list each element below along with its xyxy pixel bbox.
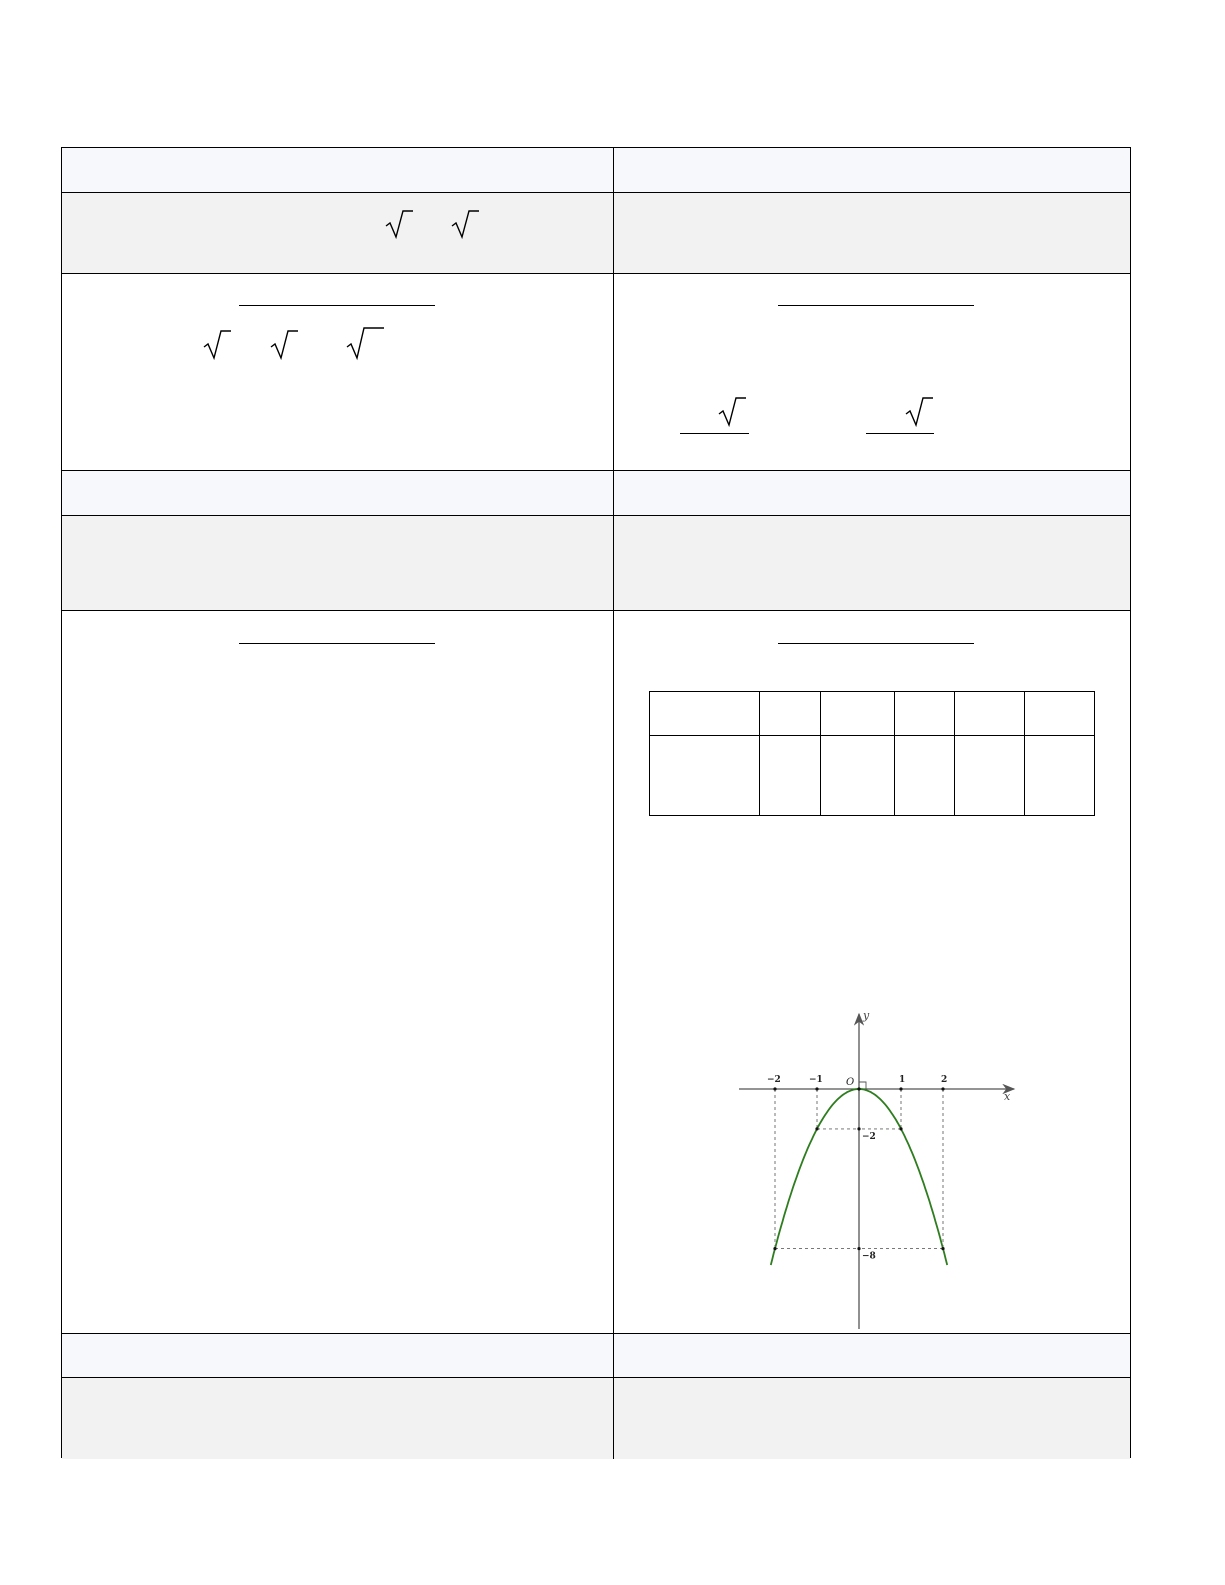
plot-point: [941, 1247, 944, 1250]
values-table-cell: [821, 692, 895, 736]
table-row: [62, 274, 1130, 471]
square-root-sign: [345, 326, 385, 361]
table-row: [62, 611, 1130, 1334]
values-table: [649, 691, 1095, 816]
table-row: [62, 1378, 1130, 1459]
square-root-sign: [904, 396, 934, 428]
section-heading-rule: [239, 643, 435, 644]
plot-point: [857, 1087, 860, 1090]
section-heading-rule: [778, 643, 974, 644]
table-cell: [62, 1334, 614, 1377]
values-table-cell: [1025, 736, 1095, 816]
values-table-cell: [895, 736, 955, 816]
tick-labels: [767, 1075, 947, 1262]
x-axis-label: x: [1004, 1090, 1011, 1103]
table-cell: [614, 516, 1130, 610]
values-table-cell: [821, 736, 895, 816]
table-cell: [614, 1378, 1130, 1459]
square-root-sign: [269, 329, 299, 361]
table-cell: [614, 148, 1130, 192]
section-heading-rule: [239, 305, 435, 306]
table-cell: [614, 193, 1130, 273]
square-root-sign: [202, 329, 232, 361]
plot-point: [941, 1087, 944, 1090]
table-row: [62, 148, 1130, 193]
y-axis-label: y: [863, 1011, 870, 1022]
plot-point: [773, 1247, 776, 1250]
table-cell: [614, 274, 1130, 470]
values-table-row-x: [650, 692, 1095, 736]
values-table-cell: [650, 692, 760, 736]
table-cell: [62, 1378, 614, 1459]
values-table-cell: [760, 692, 821, 736]
x-tick-label: −2: [767, 1075, 781, 1085]
plot-point: [899, 1127, 902, 1130]
layout-table: [61, 147, 1131, 1458]
plot-point: [773, 1087, 776, 1090]
table-cell: [62, 193, 614, 273]
table-row: [62, 193, 1130, 274]
origin-label: O: [846, 1077, 855, 1088]
section-heading-rule: [778, 305, 974, 306]
table-cell: [614, 471, 1130, 515]
fraction-bar: [866, 433, 934, 434]
table-cell: [62, 148, 614, 192]
values-table-row-y: [650, 736, 1095, 816]
values-table-cell: [955, 692, 1025, 736]
plot-point: [899, 1087, 902, 1090]
x-tick-label: 1: [899, 1075, 906, 1085]
values-table-cell: [650, 736, 760, 816]
table-row: [62, 516, 1130, 611]
parabola-graph: [724, 1011, 1034, 1331]
table-cell: [62, 471, 614, 515]
values-table-cell: [895, 692, 955, 736]
fraction-bar: [680, 433, 749, 434]
y-tick-label: −2: [862, 1131, 876, 1142]
plot-point: [857, 1127, 860, 1130]
x-tick-label: 2: [941, 1075, 948, 1085]
plot-point: [815, 1087, 818, 1090]
x-tick-label: −1: [809, 1075, 823, 1085]
values-table-cell: [1025, 692, 1095, 736]
values-table-cell: [955, 736, 1025, 816]
plot-point: [815, 1127, 818, 1130]
square-root-sign: [384, 209, 414, 239]
table-cell: [614, 1334, 1130, 1377]
table-row: [62, 1334, 1130, 1378]
y-tick-label: −8: [862, 1251, 876, 1262]
table-cell: [62, 611, 614, 1333]
values-table-cell: [760, 736, 821, 816]
table-cell: [614, 611, 1130, 1333]
square-root-sign: [717, 396, 747, 428]
table-cell: [62, 516, 614, 610]
table-row: [62, 471, 1130, 516]
table-cell: [62, 274, 614, 470]
square-root-sign: [450, 209, 480, 239]
plot-point: [857, 1247, 860, 1250]
